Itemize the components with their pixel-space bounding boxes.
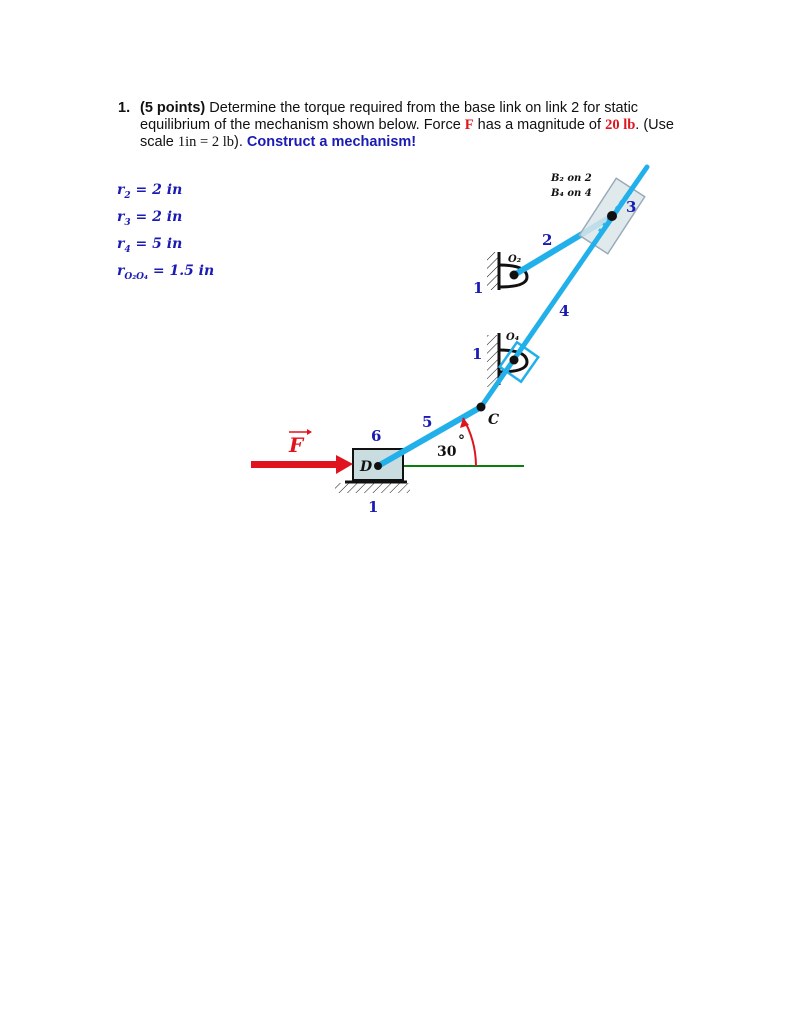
- note-b4: B₄ on 4: [551, 188, 592, 199]
- force-arrow: [251, 455, 353, 474]
- given-r2: $r_2 = 2$ in: [117, 182, 183, 201]
- joint-d: [374, 462, 382, 470]
- construct-instruction: Construct a mechanism!: [246, 134, 417, 150]
- problem-text-4: ).: [234, 134, 247, 150]
- label-link-3: 3: [626, 198, 637, 216]
- joint-o2: [510, 271, 519, 280]
- problem-text-2: has a magnitude of: [473, 117, 606, 133]
- given-r4: $r_4 = 5$ in: [117, 236, 183, 255]
- label-force: F: [289, 433, 304, 457]
- label-angle-unit: °: [458, 433, 465, 449]
- label-o2: O₂: [508, 254, 522, 265]
- label-c: C: [488, 412, 500, 428]
- force-symbol: F: [464, 117, 474, 133]
- note-b2: B₂ on 2: [551, 173, 592, 184]
- joint-b: [607, 211, 617, 221]
- given-ro2o4: $r_{O_2O_4} = 1.5$ in: [117, 263, 215, 282]
- ground-slider: [335, 482, 410, 493]
- label-o4: O₄: [506, 332, 520, 343]
- joint-c: [477, 403, 486, 412]
- joint-o4: [510, 356, 519, 365]
- scale-value: 1in = 2 lb: [177, 134, 235, 150]
- label-angle: 30: [437, 444, 457, 460]
- label-link-5: 5: [422, 413, 433, 431]
- force-magnitude: 20 lb: [605, 117, 636, 133]
- label-ground-1c: 1: [368, 498, 379, 516]
- problem-text-1: Determine the torque required from the base link on link 2 for static equilibrium of the mechanism shown below. Force: [140, 100, 639, 133]
- label-link-2: 2: [542, 231, 553, 249]
- problem-text-3: . (Use scale: [140, 117, 674, 150]
- label-ground-1a: 1: [473, 279, 484, 297]
- force-vector-bar-head: [307, 429, 312, 435]
- given-r3: $r_3 = 2$ in: [117, 209, 183, 228]
- label-ground-1b: 1: [472, 345, 483, 363]
- problem-number: 1.: [118, 100, 131, 116]
- label-link-4: 4: [559, 302, 570, 320]
- label-link-6: 6: [371, 427, 382, 445]
- label-d: D: [360, 459, 373, 475]
- points-label: (5 points): [140, 100, 206, 116]
